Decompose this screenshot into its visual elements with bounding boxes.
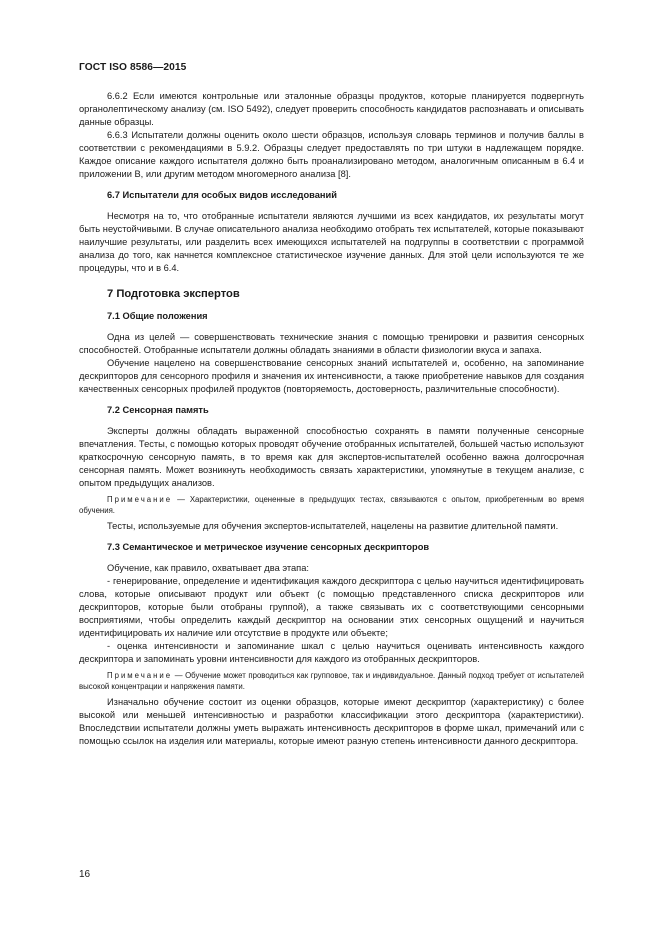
page-number: 16: [79, 869, 91, 880]
paragraph-7-3-b: - генерирование, определение и идентификация каждого дескриптора с целью научиться идентифицировать слова, которые описывают продукт или объект (с помощью представленного списка дескрипторов или дескрипторов, которые были отобраны группой), а также связывать их с соответствующими сенсорными восприятиями, чтобы определить каждый дескриптор на основании этих сенсорных ощущений и научиться идентифицировать их наличие или отсутствие в продукте или объекте;: [79, 576, 584, 638]
note-1: [79, 494, 584, 516]
note-2: [79, 670, 584, 692]
paragraph-7-1-a: Одна из целей — совершенствовать технические знания с помощью тренировки и развития сенсорных способностей. Отобранные испытатели должны обладать знаниями в области физиологии вкуса и запаха.: [79, 332, 584, 355]
heading-6-7: 6.7 Испытатели для особых видов исследований: [107, 190, 337, 200]
heading-7-3: 7.3 Семантическое и метрическое изучение сенсорных дескрипторов: [107, 542, 430, 552]
paragraph-7-2-b: Тесты, используемые для обучения экспертов-испытателей, нацелены на развитие длительной памяти.: [107, 521, 559, 531]
note-1-text: — Характеристики, оцененные в предыдущих тестах, связываются с опытом, приобретенным во время обучения.: [79, 495, 584, 515]
note-2-label: Примечание: [107, 671, 173, 680]
paragraph-7-3-d: Изначально обучение состоит из оценки образцов, которые имеют дескриптор (характеристику) с более высокой или меньшей интенсивностью и разработки классификации этого дескриптора (характеристики). Впоследствии испытатели должны уметь выражать интенсивность дескрипторов в форме шкал, примечаний или с помощью ссылок на изделия или материалы, которые имеют разную степень интенсивности данного дескриптора.: [79, 697, 584, 746]
paragraph-7-3-a: Обучение, как правило, охватывает два этапа:: [107, 563, 309, 573]
document-body: [79, 90, 584, 748]
paragraph-7-1-b: Обучение нацелено на совершенствование сенсорных знаний испытателей и, особенно, на запоминание дескрипторов для сенсорного профиля и значения их интенсивности, а также приобретение навыков для создания качественных сенсорных профилей продуктов (повторяемость, достоверность, различительные способности).: [79, 358, 584, 394]
paragraph-6-7: Несмотря на то, что отобранные испытатели являются лучшими из всех кандидатов, их результаты могут быть неустойчивыми. В случае описательного анализа необходимо отобрать тех испытателей, которые показывают наилучшие результаты, или разделить всех имеющихся испытателей на подгруппы в соответствии с программой анализа до того, как начнется комплексное статистическое изучение данных. Для этой цели используются те же процедуры, что и в 6.4.: [79, 211, 584, 273]
paragraph-6-6-2: 6.6.2 Если имеются контрольные или эталонные образцы продуктов, которые планируется подвергнуть органолептическому анализу (см. ISO 5492), следует проверить способность кандидатов распознавать и описывать данные образцы.: [79, 91, 584, 127]
heading-7: 7 Подготовка экспертов: [107, 288, 240, 300]
heading-7-2: 7.2 Сенсорная память: [107, 405, 209, 415]
note-1-label: Примечание: [107, 495, 173, 504]
note-2-text: — Обучение может проводиться как групповое, так и индивидуальное. Данный подход требует от испытателей высокой концентрации и напряжения памяти.: [79, 671, 584, 691]
paragraph-7-3-c: - оценка интенсивности и запоминание шкал с целью научиться оценивать интенсивность каждого дескриптора и запоминать уровни интенсивности для каждого из отобранных дескрипторов.: [79, 641, 584, 664]
paragraph-7-2-a: Эксперты должны обладать выраженной способностью сохранять в памяти полученные сенсорные впечатления. Тесты, с помощью которых проводят обучение отобранных испытателей, большей частью используют краткосрочную сенсорную память, в то время как для экспертов-испытателей особенно важна долгосрочная сенсорная память. Может возникнуть необходимость связать характеристики, упомянутые в текущем анализе, с опытом предыдущих анализов.: [79, 426, 584, 488]
document-header: ГОСТ ISO 8586—2015: [79, 62, 187, 73]
heading-7-1: 7.1 Общие положения: [107, 311, 208, 321]
paragraph-6-6-3: 6.6.3 Испытатели должны оценить около шести образцов, используя словарь терминов и получив баллы в соответствии с рекомендациями в 5.9.2. Образцы следует предоставлять по три штуки в надлежащем порядке. Каждое описание каждого испытателя должно быть проанализировано методом, аналогичным описанным в 6.4 и приложении В, или другим методом многомерного анализа [8].: [79, 130, 584, 179]
